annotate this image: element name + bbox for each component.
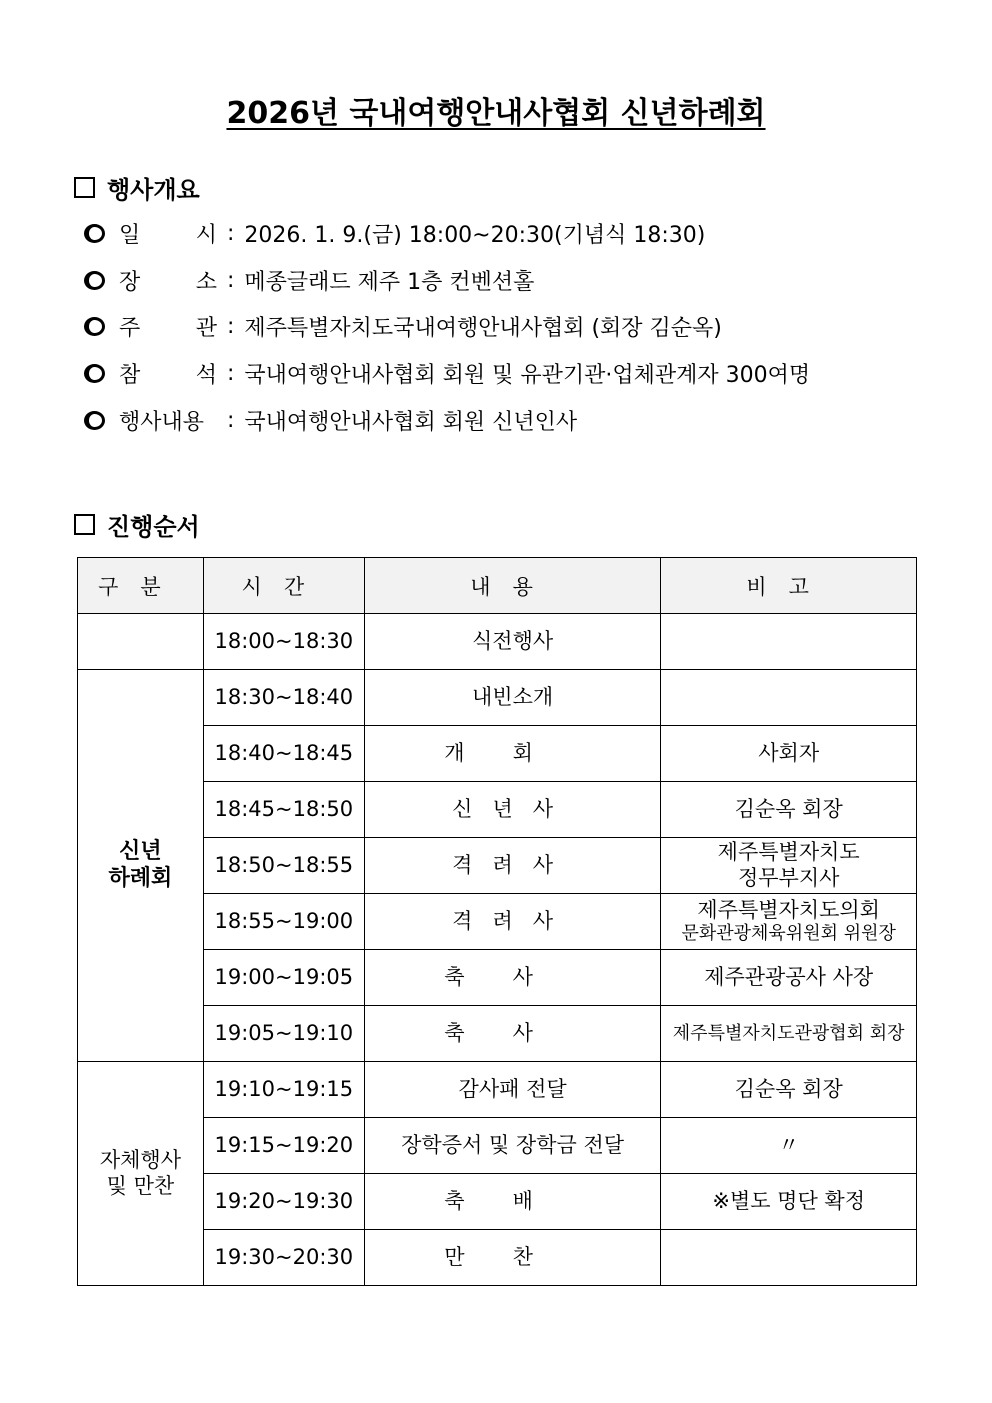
content-cell: 감사패 전달 bbox=[364, 1062, 661, 1118]
table-row bbox=[78, 1174, 917, 1230]
content-cell: 내빈소개 bbox=[364, 670, 661, 726]
time-cell: 18:30~18:40 bbox=[203, 670, 364, 726]
note-cell: 제주특별자치도관광협회 회장 bbox=[661, 1006, 917, 1062]
table-row bbox=[78, 726, 917, 782]
note-cell: ※별도 명단 확정 bbox=[661, 1174, 917, 1230]
content-cell: 격려사 bbox=[364, 838, 661, 894]
table-row bbox=[78, 614, 917, 670]
overview-item-label: 장 소 bbox=[119, 269, 217, 295]
column-header-time: 시간 bbox=[203, 558, 364, 614]
overview-item-label: 주 관 bbox=[119, 316, 217, 342]
content-cell: 신년사 bbox=[364, 782, 661, 838]
time-cell: 18:00~18:30 bbox=[203, 614, 364, 670]
table-row bbox=[78, 1006, 917, 1062]
table-row bbox=[78, 1230, 917, 1286]
program-table bbox=[77, 557, 917, 1286]
content-cell: 축사 bbox=[364, 950, 661, 1006]
table-row bbox=[78, 950, 917, 1006]
note-cell: 제주관광공사 사장 bbox=[661, 950, 917, 1006]
colon-separator: : bbox=[227, 221, 235, 246]
content-cell: 축사 bbox=[364, 1006, 661, 1062]
time-cell: 19:05~19:10 bbox=[203, 1006, 364, 1062]
note-cell bbox=[661, 1230, 917, 1286]
document-title: 2026년 국내여행안내사협회 신년하례회 bbox=[226, 96, 766, 131]
overview-item-value: 제주특별자치도국내여행안내사협회 (회장 김순옥) bbox=[244, 316, 722, 342]
overview-item bbox=[84, 358, 810, 389]
note-cell: 김순옥 회장 bbox=[661, 782, 917, 838]
overview-item-label: 일 시 bbox=[119, 223, 217, 248]
column-header-content: 내용 bbox=[364, 558, 661, 614]
content-cell: 개회 bbox=[364, 726, 661, 782]
table-header-row bbox=[78, 558, 917, 614]
note-cell: 제주특별자치도 정무부지사 bbox=[661, 838, 917, 894]
column-header-division: 구분 bbox=[78, 558, 204, 614]
table-row bbox=[78, 894, 917, 950]
note-cell: 사회자 bbox=[661, 726, 917, 782]
section-overview-heading: 행사개요 bbox=[74, 170, 200, 205]
table-row bbox=[78, 670, 917, 726]
time-cell: 18:40~18:45 bbox=[203, 726, 364, 782]
content-cell: 장학증서 및 장학금 전달 bbox=[364, 1118, 661, 1174]
colon-separator: : bbox=[227, 407, 235, 433]
colon-separator: : bbox=[227, 267, 235, 293]
section-program-heading: 진행순서 bbox=[74, 507, 200, 542]
note-cell bbox=[661, 614, 917, 670]
overview-item-value: 메종글래드 제주 1층 컨벤션홀 bbox=[244, 269, 535, 295]
colon-separator: : bbox=[227, 314, 235, 340]
content-cell: 격려사 bbox=[364, 894, 661, 950]
time-cell: 19:20~19:30 bbox=[203, 1174, 364, 1230]
content-cell: 만찬 bbox=[364, 1230, 661, 1286]
time-cell: 18:50~18:55 bbox=[203, 838, 364, 894]
square-bullet-icon bbox=[74, 177, 95, 198]
overview-item-label: 행사내용 bbox=[119, 409, 205, 435]
circle-bullet-icon bbox=[84, 411, 105, 430]
content-cell: 식전행사 bbox=[364, 614, 661, 670]
table-row bbox=[78, 782, 917, 838]
time-cell: 19:10~19:15 bbox=[203, 1062, 364, 1118]
time-cell: 19:00~19:05 bbox=[203, 950, 364, 1006]
overview-item bbox=[84, 405, 577, 436]
overview-item-label: 참 석 bbox=[119, 363, 217, 389]
time-cell: 18:45~18:50 bbox=[203, 782, 364, 838]
overview-item-value: 국내여행안내사협회 회원 및 유관기관·업체관계자 300여명 bbox=[244, 363, 811, 389]
overview-item-value: 2026. 1. 9.(금) 18:00~20:30(기념식 18:30) bbox=[244, 223, 706, 248]
circle-bullet-icon bbox=[84, 224, 105, 243]
table-row bbox=[78, 838, 917, 894]
square-bullet-icon bbox=[74, 514, 95, 535]
overview-item bbox=[84, 265, 534, 296]
circle-bullet-icon bbox=[84, 271, 105, 290]
note-cell: 제주특별자치도의회 문화관광체육위원회 위원장 bbox=[661, 894, 917, 950]
overview-item bbox=[84, 311, 722, 342]
table-row bbox=[78, 1118, 917, 1174]
note-cell: 김순옥 회장 bbox=[661, 1062, 917, 1118]
division-cell: 신년 하례회 bbox=[78, 670, 204, 1062]
time-cell: 18:55~19:00 bbox=[203, 894, 364, 950]
content-cell: 축배 bbox=[364, 1174, 661, 1230]
division-cell: 자체행사 및 만찬 bbox=[78, 1062, 204, 1286]
overview-item-value: 국내여행안내사협회 회원 신년인사 bbox=[244, 409, 578, 435]
note-cell: 〃 bbox=[661, 1118, 917, 1174]
time-cell: 19:30~20:30 bbox=[203, 1230, 364, 1286]
note-cell bbox=[661, 670, 917, 726]
column-header-note: 비고 bbox=[661, 558, 917, 614]
circle-bullet-icon bbox=[84, 317, 105, 336]
time-cell: 19:15~19:20 bbox=[203, 1118, 364, 1174]
colon-separator: : bbox=[227, 361, 235, 387]
division-cell bbox=[78, 614, 204, 670]
overview-item bbox=[84, 218, 705, 249]
table-row bbox=[78, 1062, 917, 1118]
circle-bullet-icon bbox=[84, 364, 105, 383]
